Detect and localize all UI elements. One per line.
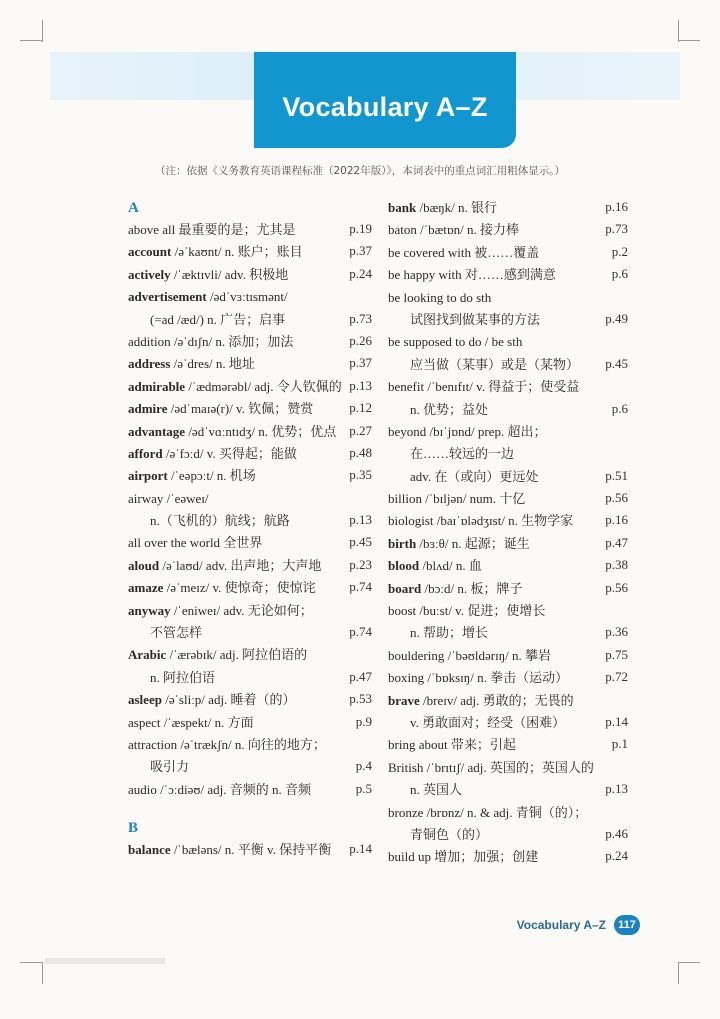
page-reference: p.4 [355, 758, 372, 774]
faint-imprint [45, 958, 165, 964]
headword: bouldering [388, 647, 445, 663]
page-number-badge: 117 [614, 915, 640, 935]
vocab-entry [128, 465, 372, 487]
vocabulary-column-right [388, 197, 628, 869]
definition: /əˈkaʊnt/ n. 账户；账目 [171, 244, 303, 260]
vocab-entry [388, 734, 628, 756]
entry-line [388, 645, 628, 667]
definition: /ˈbəʊldərɪŋ/ n. 攀岩 [444, 647, 552, 663]
crop-mark [42, 962, 43, 984]
vocab-entry [128, 488, 372, 533]
vocab-entry [388, 264, 628, 286]
page-reference: p.13 [349, 377, 372, 393]
definition-continuation: n. 英国人 [410, 782, 463, 798]
entry-line [388, 421, 628, 443]
headword: biologist [388, 513, 434, 529]
definition-continuation: 青铜色（的） [410, 826, 489, 842]
definition: 最重要的是；尤其是 [175, 222, 296, 237]
vocab-entry [128, 779, 372, 801]
definition: /ˈbætɒn/ n. 接力棒 [416, 222, 520, 238]
definition: /ˈeəpɔːt/ n. 机场 [167, 468, 256, 484]
headword: admire [128, 401, 168, 417]
page-reference: p.12 [349, 400, 372, 416]
definition-continuation: (=ad /æd/) n. 广告；启事 [150, 311, 286, 327]
section-letter: B [128, 820, 139, 837]
definition: /əˈfɔːd/ v. 买得起；能做 [162, 445, 297, 461]
entry-line [388, 533, 628, 555]
definition-continuation: v. 勇敢面对；经受（困难） [410, 714, 566, 730]
page-reference: p.38 [605, 557, 628, 573]
vocab-entry [128, 532, 372, 554]
page-reference: p.45 [349, 534, 372, 550]
vocabulary-column-left [128, 197, 372, 862]
page-reference: p.14 [605, 713, 628, 729]
headword: Arabic [128, 647, 167, 663]
page-reference: p.45 [605, 355, 628, 371]
headword: amaze [128, 580, 164, 596]
vocab-entry [128, 712, 372, 734]
section-letter: A [128, 200, 139, 216]
entry-line [388, 555, 628, 577]
headword: boost [388, 603, 417, 619]
entry-line [128, 712, 372, 734]
vocab-entry [128, 689, 372, 711]
page-reference: p.13 [605, 781, 628, 797]
crop-mark [678, 40, 700, 41]
crop-mark [678, 20, 679, 42]
page-reference: p.19 [349, 221, 372, 236]
headword: birth [388, 535, 417, 551]
vocab-entry [128, 421, 372, 443]
page-reference: p.53 [349, 691, 372, 707]
entry-line [388, 331, 628, 353]
entry-line [128, 839, 372, 861]
headword: balance [128, 842, 171, 858]
definition: /əˈdɪʃn/ n. 添加；加法 [170, 333, 294, 349]
page-title: Vocabulary A–Z [282, 91, 488, 122]
vocab-entry [128, 839, 372, 861]
headword: advantage [128, 423, 186, 439]
entry-line [388, 690, 628, 712]
definition: /əˈsliːp/ adj. 睡着（的） [161, 692, 296, 708]
entry-line [388, 578, 628, 600]
definition: /ˈæspekt/ n. 方面 [160, 714, 254, 730]
vocab-entry [128, 644, 372, 689]
page-reference: p.5 [355, 780, 372, 796]
vocab-entry [128, 398, 372, 420]
page-reference: p.24 [349, 265, 372, 281]
entry-line [388, 242, 628, 264]
page-reference: p.46 [605, 825, 628, 841]
vocab-entry [388, 242, 628, 264]
vocab-entry [128, 376, 372, 398]
crop-mark [20, 962, 42, 963]
definition: /ədˈvɑːntɪdʒ/ n. 优势；优点 [185, 423, 337, 439]
definition: /ədˈvɜːtɪsmənt/ [206, 289, 288, 305]
definition: /ˈeəweɪ/ [163, 490, 209, 506]
vocab-entry [388, 600, 628, 645]
note-text: （注：依据《义务教育英语课程标准（2022年版）》，本词表中的重点词汇用粗体显示。） [155, 165, 565, 177]
vocab-entry [128, 353, 372, 375]
definition: /əˈdres/ n. 地址 [170, 356, 255, 372]
page-reference: p.36 [605, 624, 628, 640]
headword: bronze [388, 804, 424, 820]
entry-line [388, 802, 628, 824]
headword: asleep [128, 692, 162, 708]
crop-mark [678, 962, 700, 963]
entry-line [128, 555, 372, 577]
page-reference: p.47 [349, 668, 372, 684]
definition: /əˈmeɪz/ v. 使惊奇；使惊诧 [163, 580, 316, 596]
entry-line [388, 734, 628, 756]
definition: /bɔːd/ n. 板；牌子 [421, 580, 523, 596]
headword: audio [128, 781, 157, 797]
headword: benefit [388, 379, 425, 395]
headword: aspect [128, 714, 161, 730]
headword: board [388, 580, 422, 596]
page-reference: p.2 [611, 243, 628, 259]
headword: beyond [388, 423, 427, 439]
headword: bank [388, 200, 417, 215]
definition: 被……覆盖 [471, 244, 540, 260]
definition: /ˈbɪljən/ num. 十亿 [421, 491, 526, 507]
vocab-entry [388, 578, 628, 600]
entry-line [388, 600, 628, 622]
definition-continuation: n. 优势；益处 [410, 401, 489, 417]
page-reference: p.6 [611, 266, 628, 282]
headword: actively [128, 266, 171, 282]
definition-continuation: adv. 在（或向）更远处 [410, 468, 539, 484]
footer-label: Vocabulary A–Z [516, 918, 606, 932]
entry-line [388, 846, 628, 868]
page-reference: p.56 [605, 579, 628, 595]
definition: /ˈeniweɪ/ adv. 无论如何； [170, 602, 313, 618]
headword: airway [128, 490, 164, 506]
definition: /blʌd/ n. 血 [419, 558, 482, 574]
definition: /əˈlaʊd/ adv. 出声地；大声地 [159, 557, 322, 573]
entry-line [128, 376, 372, 398]
vocab-entry [128, 219, 372, 241]
definition: /buːst/ v. 促进；使增长 [416, 603, 546, 619]
crop-mark [42, 20, 43, 42]
vocab-entry [388, 488, 628, 510]
entry-line [128, 331, 372, 353]
vocab-entry [388, 219, 628, 241]
page-reference: p.6 [611, 400, 628, 416]
headword: bring about [388, 737, 448, 753]
definition-continuation: 不管怎样 [150, 625, 203, 641]
page-reference: p.37 [349, 355, 372, 371]
vocab-entry [388, 287, 628, 332]
headword: be supposed to do / be sth [388, 334, 523, 350]
page-reference: p.16 [605, 199, 628, 214]
vocab-entry [388, 846, 628, 868]
definition-continuation: 吸引力 [150, 759, 190, 775]
footer [517, 915, 640, 935]
vocab-entry [388, 555, 628, 577]
headword: be happy with [388, 267, 462, 283]
definition-continuation: n. 阿拉伯语 [150, 669, 216, 685]
headword: afford [128, 445, 163, 461]
entry-line [128, 286, 372, 308]
entry-line [388, 510, 628, 532]
vocab-entry [388, 197, 628, 219]
entry-line [128, 443, 372, 465]
definition: /brɒnz/ n. & adj. 青铜（的）； [423, 804, 588, 820]
definition: 带来；引起 [447, 737, 516, 753]
headword: airport [128, 468, 168, 484]
page-reference: p.1 [611, 736, 628, 752]
headword: admirable [128, 378, 186, 394]
entry-line [128, 689, 372, 711]
entry-line [128, 532, 372, 554]
headword: addition [128, 333, 171, 349]
headword: billion [388, 491, 422, 507]
vocab-entry [128, 734, 372, 779]
definition: /breɪv/ adj. 勇敢的；无畏的 [419, 692, 574, 708]
vocab-entry [128, 241, 372, 263]
definition: /ˈæktɪvli/ adv. 积极地 [170, 266, 289, 282]
vocab-entry [388, 331, 628, 376]
definition: /bɪˈjɒnd/ prep. 超出； [426, 423, 547, 439]
page-reference: p.49 [605, 310, 628, 326]
definition-continuation: 试图找到做某事的方法 [410, 311, 541, 327]
headword: attraction [128, 736, 178, 752]
definition: 对……感到满意 [461, 267, 556, 283]
entry-line [128, 600, 372, 622]
vocab-entry [128, 555, 372, 577]
page-reference: p.51 [605, 467, 628, 483]
vocab-entry [128, 286, 372, 331]
definition: /ˈærəbɪk/ adj. 阿拉伯语的 [166, 647, 308, 663]
vocab-entry [128, 331, 372, 353]
headword: account [128, 244, 172, 260]
entry-line [388, 219, 628, 241]
headword: blood [388, 558, 420, 574]
entry-line [388, 488, 628, 510]
definition: /bɜːθ/ n. 起源；诞生 [416, 535, 530, 551]
entry-line [128, 398, 372, 420]
vocab-entry [128, 600, 372, 645]
page-reference: p.56 [605, 490, 628, 506]
page-reference: p.24 [605, 848, 628, 864]
page-reference: p.75 [605, 646, 628, 662]
entry-line [388, 264, 628, 286]
page-reference: p.35 [349, 467, 372, 483]
page-reference: p.14 [349, 841, 372, 857]
definition: /ˈbenɪfɪt/ v. 得益于；使受益 [424, 379, 580, 395]
headword: anyway [128, 602, 171, 618]
definition: /ˈbɒksɪŋ/ n. 拳击（运动） [424, 670, 569, 686]
headword: advertisement [128, 289, 207, 305]
entry-line [128, 421, 372, 443]
definition: /ˈɔːdiəʊ/ adj. 音频的 n. 音频 [156, 781, 311, 797]
definition: /bæŋk/ n. 银行 [416, 200, 498, 215]
definition-continuation: n. 帮助；增长 [410, 625, 489, 641]
entry-line [128, 353, 372, 375]
page-reference: p.74 [349, 579, 372, 595]
headword: build up [388, 849, 431, 865]
headword: be covered with [388, 244, 472, 260]
entry-line [388, 757, 628, 779]
headword: British [388, 759, 424, 775]
entry-line [128, 734, 372, 756]
entry-line [128, 779, 372, 801]
entry-line [128, 241, 372, 263]
vocab-entry [388, 757, 628, 802]
vocab-entry [388, 421, 628, 488]
page-reference: p.72 [605, 669, 628, 685]
page-reference: p.48 [349, 444, 372, 460]
headword: brave [388, 692, 420, 708]
vocab-entry [128, 443, 372, 465]
entry-line [128, 219, 372, 241]
definition: /əˈtrækʃn/ n. 向往的地方； [177, 736, 326, 752]
headword: aloud [128, 557, 160, 573]
entry-line [128, 644, 372, 666]
crop-mark [20, 40, 42, 41]
definition-continuation: 应当做（某事）或是（某物） [410, 356, 580, 372]
vocab-entry [388, 533, 628, 555]
definition: /ˈædmərəbl/ adj. 令人钦佩的 [185, 378, 342, 394]
headword: address [128, 356, 171, 372]
vocab-entry [128, 577, 372, 599]
headword: be looking to do sth [388, 289, 492, 305]
entry-line [388, 376, 628, 398]
definition-continuation: n.（飞机的）航线；航路 [150, 513, 290, 529]
title-box [254, 52, 516, 148]
headword: all over the world [128, 535, 221, 551]
page-reference: p.27 [349, 422, 372, 438]
page-reference: p.26 [349, 332, 372, 348]
page-reference: p.16 [605, 512, 628, 528]
page-reference: p.73 [605, 221, 628, 237]
vocab-entry [388, 510, 628, 532]
page-reference: p.23 [349, 556, 372, 572]
page-reference: p.9 [355, 713, 372, 729]
vocab-entry [388, 690, 628, 735]
definition: 全世界 [220, 535, 263, 551]
section-spacer [128, 801, 372, 817]
headword: boxing [388, 670, 425, 686]
entry-line [128, 465, 372, 487]
entry-line [128, 264, 372, 286]
vocab-entry [388, 645, 628, 667]
entry-line [388, 667, 628, 689]
definition-continuation: 在……较远的一边 [410, 446, 515, 462]
page-reference: p.37 [349, 243, 372, 259]
definition: /baɪˈɒlədʒɪst/ n. 生物学家 [433, 513, 574, 529]
page-reference: p.73 [349, 310, 372, 326]
headword: baton [388, 222, 417, 238]
entry-line [388, 287, 628, 309]
vocab-entry [128, 264, 372, 286]
vocab-entry [388, 802, 628, 847]
crop-mark [678, 962, 679, 984]
entry-line [128, 577, 372, 599]
entry-line [128, 488, 372, 510]
page-reference: p.13 [349, 512, 372, 528]
page-reference: p.47 [605, 534, 628, 550]
page-reference: p.74 [349, 624, 372, 640]
headword: above all [128, 222, 176, 237]
vocab-entry [388, 667, 628, 689]
definition: /ədˈmaɪə(r)/ v. 钦佩；赞赏 [167, 401, 314, 417]
definition: /ˈbrɪtɪʃ/ adj. 英国的；英国人的 [423, 759, 594, 775]
entry-line [388, 197, 628, 219]
vocab-entry [388, 376, 628, 421]
definition: 增加；加强；创建 [430, 849, 539, 865]
definition: /ˈbæləns/ n. 平衡 v. 保持平衡 [170, 842, 332, 858]
